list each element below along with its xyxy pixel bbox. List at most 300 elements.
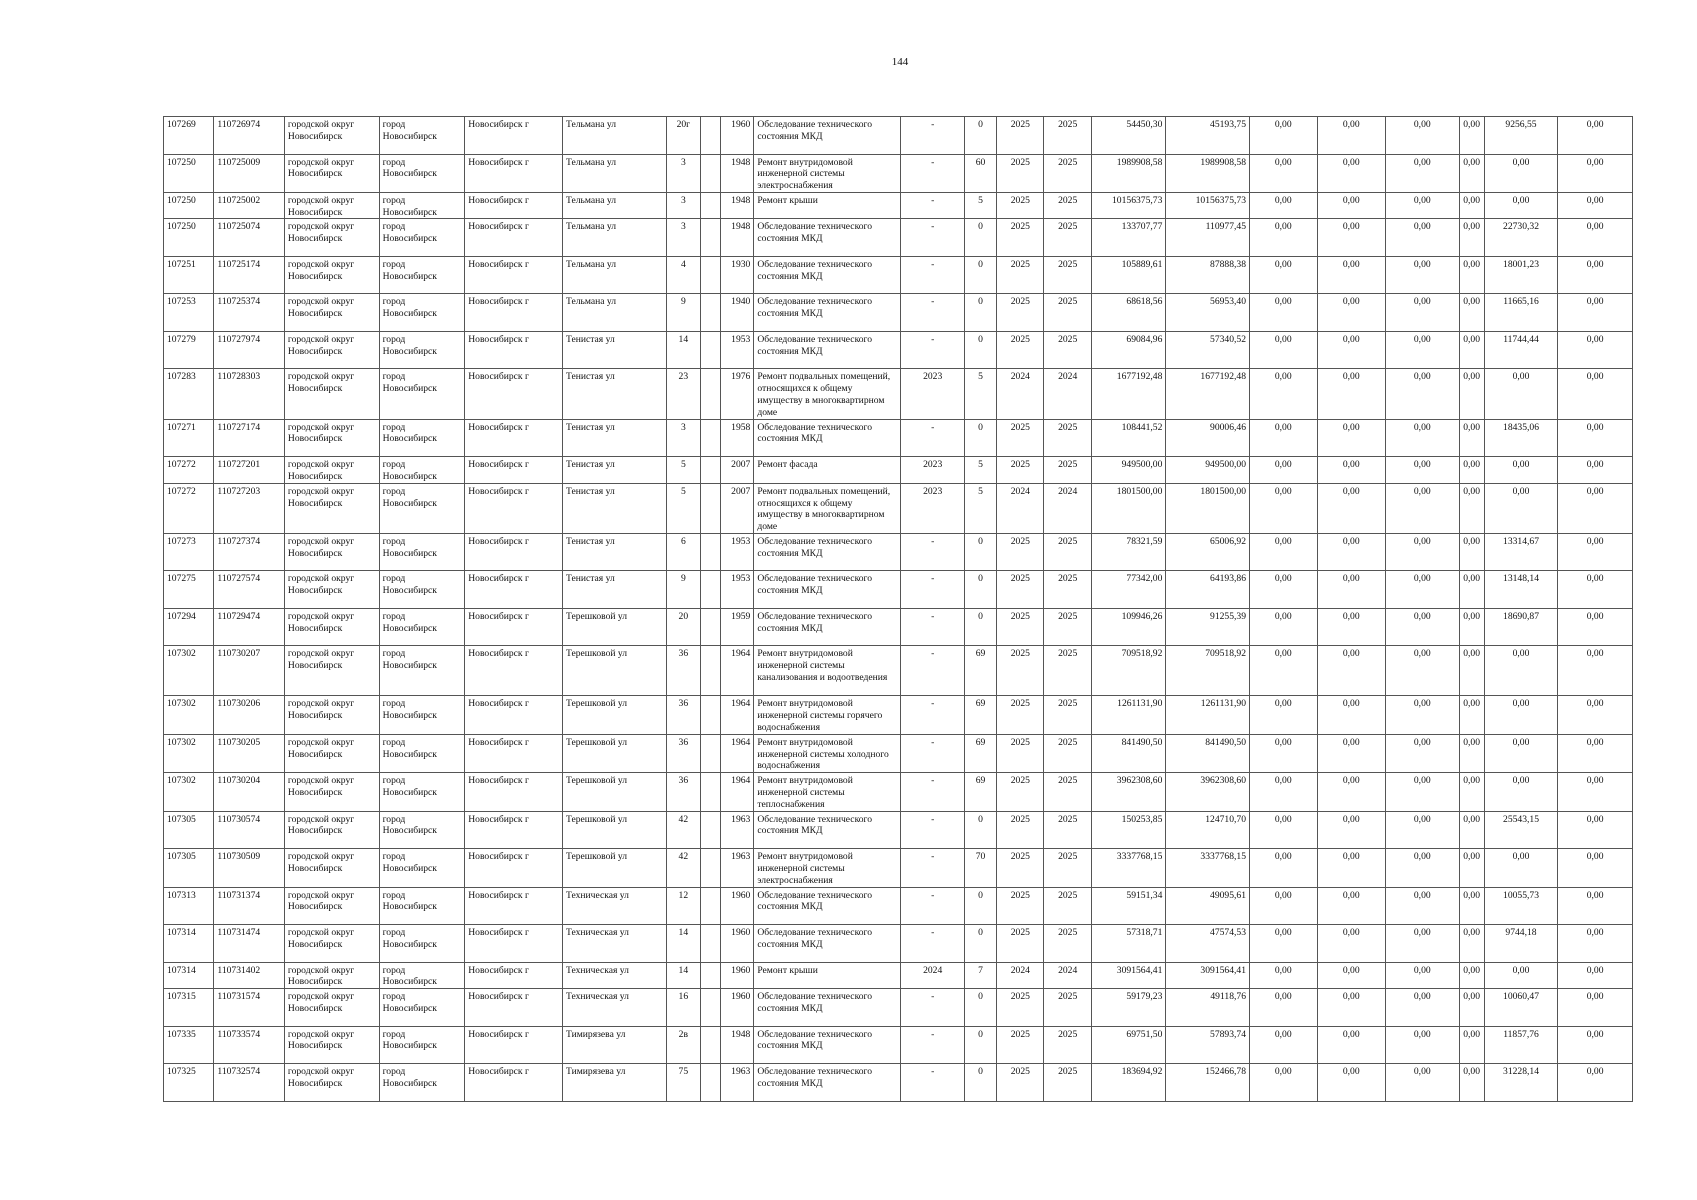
cell-budget-4: 0,00 — [1459, 887, 1484, 925]
cell-fund-cost: 87888,38 — [1166, 256, 1250, 294]
cell-empty-cell — [700, 925, 720, 963]
cell-owners-funds: 0,00 — [1484, 483, 1558, 533]
cell-work-type: Ремонт внутридомовой инженерной системы холодного водоснабжения — [754, 734, 901, 772]
cell-start-year: 2025 — [997, 419, 1044, 457]
cell-budget-2: 0,00 — [1317, 483, 1386, 533]
cell-row-id: 107250 — [164, 192, 214, 219]
cell-row-id: 107313 — [164, 887, 214, 925]
cell-row-id: 107302 — [164, 696, 214, 734]
cell-budget-2: 0,00 — [1317, 734, 1386, 772]
cell-city: Новосибирск г — [465, 989, 563, 1027]
cell-row-id: 107283 — [164, 369, 214, 419]
cell-fund-cost: 1801500,00 — [1166, 483, 1250, 533]
cell-wear-percent: 0 — [964, 811, 996, 849]
cell-budget-2: 0,00 — [1317, 457, 1386, 484]
cell-settlement: город Новосибирск — [379, 533, 465, 571]
cell-budget-3: 0,00 — [1386, 256, 1460, 294]
cell-wear-percent: 70 — [964, 849, 996, 887]
cell-budget-3: 0,00 — [1386, 483, 1460, 533]
cell-street: Терешковой ул — [562, 734, 666, 772]
table-row — [164, 483, 1633, 533]
cell-work-type: Ремонт крыши — [754, 962, 901, 989]
cell-build-year: 1948 — [721, 154, 754, 192]
cell-object-code: 110725174 — [214, 256, 285, 294]
cell-fund-cost: 47574,53 — [1166, 925, 1250, 963]
cell-start-year: 2025 — [997, 154, 1044, 192]
cell-start-year: 2024 — [997, 369, 1044, 419]
cell-wear-percent: 5 — [964, 369, 996, 419]
cell-planned-year: - — [901, 331, 964, 369]
cell-budget-3: 0,00 — [1386, 734, 1460, 772]
cell-budget-2: 0,00 — [1317, 989, 1386, 1027]
cell-other-funds: 0,00 — [1558, 419, 1633, 457]
cell-wear-percent: 69 — [964, 646, 996, 696]
cell-start-year: 2025 — [997, 608, 1044, 646]
cell-budget-1: 0,00 — [1250, 331, 1318, 369]
cell-budget-1: 0,00 — [1250, 457, 1318, 484]
cell-district: городской округ Новосибирск — [284, 483, 379, 533]
cell-row-id: 107314 — [164, 962, 214, 989]
cell-end-year: 2025 — [1044, 457, 1091, 484]
cell-district: городской округ Новосибирск — [284, 256, 379, 294]
cell-street: Тенистая ул — [562, 419, 666, 457]
table-row — [164, 117, 1633, 155]
cell-total-cost: 1989908,58 — [1091, 154, 1166, 192]
cell-other-funds: 0,00 — [1558, 646, 1633, 696]
cell-object-code: 110725374 — [214, 294, 285, 332]
cell-start-year: 2025 — [997, 256, 1044, 294]
cell-fund-cost: 1989908,58 — [1166, 154, 1250, 192]
cell-wear-percent: 0 — [964, 419, 996, 457]
cell-total-cost: 3337768,15 — [1091, 849, 1166, 887]
cell-street: Терешковой ул — [562, 849, 666, 887]
cell-fund-cost: 49118,76 — [1166, 989, 1250, 1027]
table-row — [164, 294, 1633, 332]
cell-end-year: 2025 — [1044, 773, 1091, 811]
cell-budget-1: 0,00 — [1250, 962, 1318, 989]
cell-end-year: 2025 — [1044, 646, 1091, 696]
cell-district: городской округ Новосибирск — [284, 925, 379, 963]
cell-empty-cell — [700, 646, 720, 696]
cell-total-cost: 150253,85 — [1091, 811, 1166, 849]
cell-end-year: 2024 — [1044, 962, 1091, 989]
cell-budget-1: 0,00 — [1250, 533, 1318, 571]
cell-end-year: 2025 — [1044, 192, 1091, 219]
cell-budget-1: 0,00 — [1250, 887, 1318, 925]
cell-owners-funds: 0,00 — [1484, 457, 1558, 484]
cell-street: Техническая ул — [562, 962, 666, 989]
cell-planned-year: - — [901, 989, 964, 1027]
cell-build-year: 1940 — [721, 294, 754, 332]
cell-object-code: 110728303 — [214, 369, 285, 419]
cell-planned-year: - — [901, 925, 964, 963]
cell-planned-year: - — [901, 117, 964, 155]
cell-total-cost: 841490,50 — [1091, 734, 1166, 772]
cell-settlement: город Новосибирск — [379, 1026, 465, 1064]
table-row — [164, 457, 1633, 484]
cell-wear-percent: 0 — [964, 1064, 996, 1102]
cell-wear-percent: 69 — [964, 773, 996, 811]
cell-budget-3: 0,00 — [1386, 533, 1460, 571]
cell-other-funds: 0,00 — [1558, 457, 1633, 484]
cell-district: городской округ Новосибирск — [284, 773, 379, 811]
cell-start-year: 2025 — [997, 989, 1044, 1027]
cell-end-year: 2025 — [1044, 571, 1091, 609]
cell-settlement: город Новосибирск — [379, 154, 465, 192]
cell-district: городской округ Новосибирск — [284, 457, 379, 484]
cell-object-code: 110730509 — [214, 849, 285, 887]
cell-work-type: Ремонт внутридомовой инженерной системы канализования и водоотведения — [754, 646, 901, 696]
cell-wear-percent: 0 — [964, 608, 996, 646]
cell-city: Новосибирск г — [465, 154, 563, 192]
cell-budget-2: 0,00 — [1317, 571, 1386, 609]
cell-district: городской округ Новосибирск — [284, 154, 379, 192]
cell-row-id: 107271 — [164, 419, 214, 457]
cell-planned-year: 2024 — [901, 962, 964, 989]
cell-start-year: 2025 — [997, 773, 1044, 811]
cell-settlement: город Новосибирск — [379, 849, 465, 887]
cell-owners-funds: 0,00 — [1484, 962, 1558, 989]
cell-budget-4: 0,00 — [1459, 925, 1484, 963]
cell-budget-1: 0,00 — [1250, 369, 1318, 419]
cell-street: Техническая ул — [562, 887, 666, 925]
cell-build-year: 1960 — [721, 962, 754, 989]
cell-row-id: 107253 — [164, 294, 214, 332]
cell-settlement: город Новосибирск — [379, 571, 465, 609]
cell-planned-year: - — [901, 419, 964, 457]
cell-work-type: Обследование технического состояния МКД — [754, 989, 901, 1027]
cell-budget-2: 0,00 — [1317, 849, 1386, 887]
cell-house-number: 36 — [666, 734, 700, 772]
cell-owners-funds: 11665,16 — [1484, 294, 1558, 332]
cell-house-number: 42 — [666, 811, 700, 849]
cell-budget-4: 0,00 — [1459, 1064, 1484, 1102]
cell-start-year: 2025 — [997, 696, 1044, 734]
cell-end-year: 2025 — [1044, 849, 1091, 887]
cell-budget-2: 0,00 — [1317, 696, 1386, 734]
cell-owners-funds: 11857,76 — [1484, 1026, 1558, 1064]
cell-budget-4: 0,00 — [1459, 256, 1484, 294]
cell-object-code: 110731574 — [214, 989, 285, 1027]
cell-work-type: Обследование технического состояния МКД — [754, 219, 901, 257]
cell-empty-cell — [700, 811, 720, 849]
cell-start-year: 2025 — [997, 117, 1044, 155]
cell-city: Новосибирск г — [465, 1064, 563, 1102]
cell-other-funds: 0,00 — [1558, 849, 1633, 887]
cell-fund-cost: 709518,92 — [1166, 646, 1250, 696]
cell-city: Новосибирск г — [465, 192, 563, 219]
cell-owners-funds: 0,00 — [1484, 773, 1558, 811]
cell-house-number: 3 — [666, 219, 700, 257]
cell-wear-percent: 69 — [964, 696, 996, 734]
cell-house-number: 23 — [666, 369, 700, 419]
cell-build-year: 1953 — [721, 533, 754, 571]
cell-total-cost: 1801500,00 — [1091, 483, 1166, 533]
cell-start-year: 2025 — [997, 887, 1044, 925]
cell-work-type: Ремонт внутридомовой инженерной системы электроснабжения — [754, 849, 901, 887]
cell-object-code: 110727974 — [214, 331, 285, 369]
cell-budget-3: 0,00 — [1386, 571, 1460, 609]
cell-wear-percent: 0 — [964, 331, 996, 369]
cell-district: городской округ Новосибирск — [284, 811, 379, 849]
cell-budget-1: 0,00 — [1250, 811, 1318, 849]
cell-end-year: 2025 — [1044, 989, 1091, 1027]
cell-budget-1: 0,00 — [1250, 989, 1318, 1027]
cell-wear-percent: 0 — [964, 887, 996, 925]
table-row — [164, 608, 1633, 646]
cell-street: Тенистая ул — [562, 571, 666, 609]
cell-row-id: 107269 — [164, 117, 214, 155]
cell-settlement: город Новосибирск — [379, 646, 465, 696]
cell-budget-4: 0,00 — [1459, 1026, 1484, 1064]
cell-work-type: Ремонт подвальных помещений, относящихся к общему имуществу в многоквартирном доме — [754, 369, 901, 419]
cell-empty-cell — [700, 256, 720, 294]
cell-settlement: город Новосибирск — [379, 256, 465, 294]
cell-street: Терешковой ул — [562, 608, 666, 646]
cell-street: Тимирязева ул — [562, 1026, 666, 1064]
cell-budget-2: 0,00 — [1317, 154, 1386, 192]
cell-budget-1: 0,00 — [1250, 192, 1318, 219]
cell-city: Новосибирск г — [465, 646, 563, 696]
cell-build-year: 1930 — [721, 256, 754, 294]
table-row — [164, 331, 1633, 369]
cell-total-cost: 109946,26 — [1091, 608, 1166, 646]
cell-city: Новосибирск г — [465, 925, 563, 963]
cell-budget-4: 0,00 — [1459, 419, 1484, 457]
cell-house-number: 20г — [666, 117, 700, 155]
cell-end-year: 2025 — [1044, 219, 1091, 257]
cell-budget-4: 0,00 — [1459, 989, 1484, 1027]
cell-owners-funds: 25543,15 — [1484, 811, 1558, 849]
cell-object-code: 110725002 — [214, 192, 285, 219]
cell-settlement: город Новосибирск — [379, 457, 465, 484]
cell-start-year: 2025 — [997, 571, 1044, 609]
cell-row-id: 107315 — [164, 989, 214, 1027]
cell-budget-4: 0,00 — [1459, 192, 1484, 219]
cell-budget-2: 0,00 — [1317, 117, 1386, 155]
cell-total-cost: 709518,92 — [1091, 646, 1166, 696]
cell-owners-funds: 10055,73 — [1484, 887, 1558, 925]
cell-budget-4: 0,00 — [1459, 219, 1484, 257]
cell-budget-4: 0,00 — [1459, 608, 1484, 646]
cell-settlement: город Новосибирск — [379, 696, 465, 734]
cell-budget-3: 0,00 — [1386, 1026, 1460, 1064]
cell-total-cost: 133707,77 — [1091, 219, 1166, 257]
cell-object-code: 110727203 — [214, 483, 285, 533]
cell-budget-1: 0,00 — [1250, 734, 1318, 772]
cell-settlement: город Новосибирск — [379, 608, 465, 646]
cell-district: городской округ Новосибирск — [284, 1026, 379, 1064]
cell-object-code: 110725009 — [214, 154, 285, 192]
table-row — [164, 1026, 1633, 1064]
cell-budget-3: 0,00 — [1386, 989, 1460, 1027]
cell-work-type: Ремонт фасада — [754, 457, 901, 484]
cell-district: городской округ Новосибирск — [284, 533, 379, 571]
cell-budget-4: 0,00 — [1459, 533, 1484, 571]
cell-budget-2: 0,00 — [1317, 331, 1386, 369]
cell-street: Тельмана ул — [562, 154, 666, 192]
cell-other-funds: 0,00 — [1558, 256, 1633, 294]
cell-budget-3: 0,00 — [1386, 219, 1460, 257]
cell-other-funds: 0,00 — [1558, 533, 1633, 571]
cell-city: Новосибирск г — [465, 849, 563, 887]
cell-other-funds: 0,00 — [1558, 483, 1633, 533]
table-row — [164, 696, 1633, 734]
cell-build-year: 2007 — [721, 457, 754, 484]
cell-other-funds: 0,00 — [1558, 608, 1633, 646]
cell-total-cost: 3962308,60 — [1091, 773, 1166, 811]
cell-budget-4: 0,00 — [1459, 117, 1484, 155]
cell-settlement: город Новосибирск — [379, 331, 465, 369]
cell-budget-2: 0,00 — [1317, 256, 1386, 294]
cell-build-year: 2007 — [721, 483, 754, 533]
cell-row-id: 107314 — [164, 925, 214, 963]
cell-city: Новосибирск г — [465, 533, 563, 571]
cell-other-funds: 0,00 — [1558, 696, 1633, 734]
repair-program-table-wrap — [163, 116, 1633, 1102]
cell-planned-year: - — [901, 696, 964, 734]
cell-object-code: 110727174 — [214, 419, 285, 457]
cell-build-year: 1948 — [721, 1026, 754, 1064]
table-row — [164, 256, 1633, 294]
cell-budget-3: 0,00 — [1386, 962, 1460, 989]
cell-settlement: город Новосибирск — [379, 483, 465, 533]
cell-fund-cost: 10156375,73 — [1166, 192, 1250, 219]
cell-fund-cost: 124710,70 — [1166, 811, 1250, 849]
cell-budget-3: 0,00 — [1386, 887, 1460, 925]
cell-end-year: 2025 — [1044, 154, 1091, 192]
cell-wear-percent: 0 — [964, 989, 996, 1027]
cell-total-cost: 78321,59 — [1091, 533, 1166, 571]
cell-city: Новосибирск г — [465, 887, 563, 925]
cell-fund-cost: 91255,39 — [1166, 608, 1250, 646]
cell-empty-cell — [700, 887, 720, 925]
cell-street: Тенистая ул — [562, 369, 666, 419]
table-row — [164, 219, 1633, 257]
cell-budget-2: 0,00 — [1317, 219, 1386, 257]
cell-budget-3: 0,00 — [1386, 811, 1460, 849]
cell-total-cost: 54450,30 — [1091, 117, 1166, 155]
cell-budget-2: 0,00 — [1317, 533, 1386, 571]
cell-work-type: Ремонт внутридомовой инженерной системы горячего водоснабжения — [754, 696, 901, 734]
cell-object-code: 110731374 — [214, 887, 285, 925]
cell-house-number: 5 — [666, 483, 700, 533]
cell-build-year: 1948 — [721, 219, 754, 257]
cell-street: Тельмана ул — [562, 294, 666, 332]
cell-house-number: 3 — [666, 419, 700, 457]
cell-other-funds: 0,00 — [1558, 811, 1633, 849]
cell-row-id: 107305 — [164, 849, 214, 887]
cell-owners-funds: 11744,44 — [1484, 331, 1558, 369]
cell-street: Терешковой ул — [562, 646, 666, 696]
cell-street: Тельмана ул — [562, 117, 666, 155]
cell-wear-percent: 60 — [964, 154, 996, 192]
cell-settlement: город Новосибирск — [379, 962, 465, 989]
cell-house-number: 36 — [666, 696, 700, 734]
cell-planned-year: - — [901, 1064, 964, 1102]
cell-district: городской округ Новосибирск — [284, 117, 379, 155]
cell-district: городской округ Новосибирск — [284, 849, 379, 887]
cell-budget-4: 0,00 — [1459, 773, 1484, 811]
cell-row-id: 107302 — [164, 773, 214, 811]
cell-other-funds: 0,00 — [1558, 1026, 1633, 1064]
cell-street: Тимирязева ул — [562, 1064, 666, 1102]
table-row — [164, 989, 1633, 1027]
cell-start-year: 2025 — [997, 219, 1044, 257]
cell-budget-2: 0,00 — [1317, 887, 1386, 925]
cell-street: Терешковой ул — [562, 696, 666, 734]
cell-settlement: город Новосибирск — [379, 117, 465, 155]
cell-build-year: 1960 — [721, 989, 754, 1027]
cell-empty-cell — [700, 457, 720, 484]
cell-settlement: город Новосибирск — [379, 734, 465, 772]
cell-start-year: 2025 — [997, 646, 1044, 696]
cell-house-number: 4 — [666, 256, 700, 294]
cell-house-number: 16 — [666, 989, 700, 1027]
cell-work-type: Обследование технического состояния МКД — [754, 811, 901, 849]
cell-budget-3: 0,00 — [1386, 419, 1460, 457]
cell-budget-2: 0,00 — [1317, 608, 1386, 646]
table-row — [164, 1064, 1633, 1102]
cell-owners-funds: 0,00 — [1484, 849, 1558, 887]
cell-owners-funds: 18001,23 — [1484, 256, 1558, 294]
cell-fund-cost: 90006,46 — [1166, 419, 1250, 457]
cell-other-funds: 0,00 — [1558, 369, 1633, 419]
cell-city: Новосибирск г — [465, 457, 563, 484]
cell-house-number: 14 — [666, 331, 700, 369]
cell-empty-cell — [700, 154, 720, 192]
cell-other-funds: 0,00 — [1558, 773, 1633, 811]
cell-settlement: город Новосибирск — [379, 294, 465, 332]
cell-empty-cell — [700, 294, 720, 332]
cell-total-cost: 3091564,41 — [1091, 962, 1166, 989]
cell-budget-2: 0,00 — [1317, 962, 1386, 989]
cell-empty-cell — [700, 117, 720, 155]
cell-empty-cell — [700, 962, 720, 989]
cell-total-cost: 59151,34 — [1091, 887, 1166, 925]
cell-budget-2: 0,00 — [1317, 646, 1386, 696]
cell-other-funds: 0,00 — [1558, 192, 1633, 219]
cell-budget-2: 0,00 — [1317, 419, 1386, 457]
cell-budget-2: 0,00 — [1317, 294, 1386, 332]
cell-planned-year: - — [901, 533, 964, 571]
cell-wear-percent: 5 — [964, 457, 996, 484]
cell-fund-cost: 152466,78 — [1166, 1064, 1250, 1102]
cell-district: городской округ Новосибирск — [284, 369, 379, 419]
cell-street: Тенистая ул — [562, 331, 666, 369]
cell-budget-1: 0,00 — [1250, 483, 1318, 533]
cell-planned-year: - — [901, 219, 964, 257]
cell-row-id: 107279 — [164, 331, 214, 369]
cell-planned-year: - — [901, 571, 964, 609]
cell-start-year: 2024 — [997, 962, 1044, 989]
cell-row-id: 107294 — [164, 608, 214, 646]
cell-row-id: 107272 — [164, 483, 214, 533]
cell-total-cost: 1261131,90 — [1091, 696, 1166, 734]
cell-work-type: Обследование технического состояния МКД — [754, 294, 901, 332]
cell-house-number: 42 — [666, 849, 700, 887]
cell-owners-funds: 18690,87 — [1484, 608, 1558, 646]
cell-end-year: 2024 — [1044, 483, 1091, 533]
cell-other-funds: 0,00 — [1558, 331, 1633, 369]
cell-budget-3: 0,00 — [1386, 457, 1460, 484]
cell-fund-cost: 841490,50 — [1166, 734, 1250, 772]
cell-start-year: 2025 — [997, 331, 1044, 369]
cell-end-year: 2025 — [1044, 811, 1091, 849]
cell-planned-year: - — [901, 773, 964, 811]
cell-other-funds: 0,00 — [1558, 989, 1633, 1027]
cell-budget-1: 0,00 — [1250, 571, 1318, 609]
